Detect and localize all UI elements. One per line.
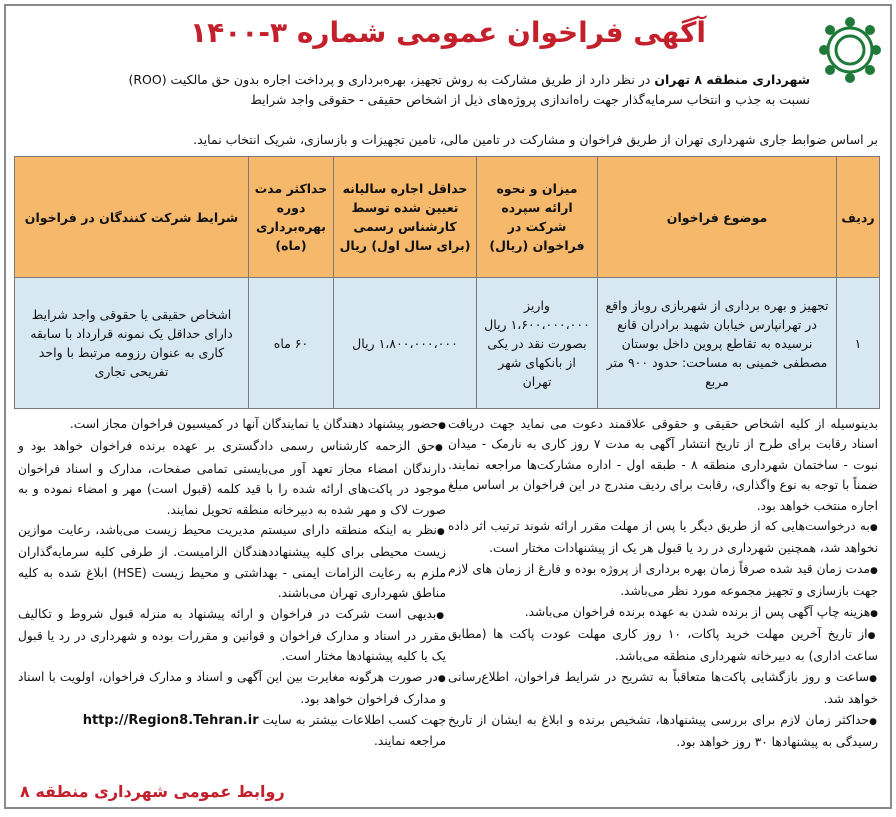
public-relations-signature: روابط عمومی شهرداری منطقه ۸ <box>20 782 285 801</box>
info-text-2: مراجعه نمایند. <box>374 734 446 749</box>
header-row-number: ردیف <box>837 157 880 278</box>
right-bullet-6: ● حداکثر زمان لازم برای بررسی پیشنهادها، تشخیص برنده و ابلاغ به ایشان از تاریخ رسیدگی به پیشنهادها ۳۰ روز خواهد بود. <box>448 710 878 753</box>
left-bullet-1: ● حضور پیشنهاد دهندگان یا نمایندگان آنها در کمیسیون فراخوان مجاز است. <box>18 414 446 436</box>
left-column <box>18 414 446 752</box>
right-bullet-4: ● از تاریخ آخرین مهلت خرید پاکات، ۱۰ روز کاری مهلت عودت پاکت ها (مطابق ساعت اداری) به دبیرخانه شهرداری منطقه می‌باشد. <box>448 624 878 667</box>
left-bullet-5: ● در صورت هرگونه مغایرت بین این آگهی و اسناد و مدارک فراخوان، اولویت با اسناد و مدارک فراخوان خواهد بود. <box>18 667 446 710</box>
left-info-line <box>18 710 446 731</box>
table-header-row <box>15 157 880 278</box>
tehran-municipality-logo <box>818 14 882 88</box>
announcement-page <box>4 4 892 809</box>
right-bullet-3: ● هزینه چاپ آگهی پس از برنده شدن به عهده برنده فراخوان می‌باشد. <box>448 602 878 624</box>
cell-row-number: ۱ <box>837 278 880 409</box>
header-subject: موضوع فراخوان <box>598 157 837 278</box>
cell-deposit: واریز ۱،۶۰۰،۰۰۰،۰۰۰ ریال بصورت نقد در یکی از بانکهای شهر تهران <box>477 278 598 409</box>
right-bullet-1: ● به درخواست‌هایی که از طریق دیگر یا پس از مهلت مقرر ارائه شوند ترتیب اثر داده نخواهد شد، همچنین شهرداری در رد یا قبول هر یک از پیشنهادات مختار است. <box>448 516 878 559</box>
header-rent: حداقل اجاره سالیانه تعیین شده توسط کارشناس رسمی (برای سال اول) ریال <box>334 157 477 278</box>
cell-conditions: اشخاص حقیقی یا حقوقی واجد شرایط دارای حداقل یک نمونه قرارداد با سابقه کاری به عنوان رزومه مرتبط با واحد تفریحی تجاری <box>15 278 249 409</box>
intro-text-1: در نظر دارد از طریق مشارکت به روش تجهیز، بهره‌برداری و پرداخت اجاره بدون حق مالکیت (ROO) <box>128 72 655 87</box>
intro-paragraph-2: بر اساس ضوابط جاری شهرداری تهران از طریق فراخوان و مشارکت در تامین مالی، تامین تجهیزات و بازسازی، شریک انتخاب نماید. <box>193 132 878 147</box>
announcement-title <box>156 12 740 54</box>
intro-org: شهرداری منطقه ۸ تهران <box>654 72 810 87</box>
intro-text-2: نسبت به جذب و انتخاب سرمایه‌گذار جهت راه‌اندازی پروژه‌های ذیل از اشخاص حقیقی - حقوقی واجد شرایط <box>250 92 810 107</box>
announcement-table <box>14 156 880 409</box>
right-bullet-2: ● مدت زمان قید شده صرفاً زمان بهره برداری از پروژه بوده و فارغ از زمان های لازم جهت بازسازی و تجهیز مجموعه مورد نظر می‌باشد. <box>448 559 878 602</box>
right-column <box>448 414 878 753</box>
info-text: جهت کسب اطلاعات بیشتر به سایت <box>262 712 446 727</box>
cell-rent: ۱،۸۰۰،۰۰۰،۰۰۰ ریال <box>334 278 477 409</box>
right-paragraph-1: بدینوسیله از کلیه اشخاص حقیقی و حقوقی علاقمند دعوت می نماید جهت دریافت اسناد رقابت برای طرح از تاریخ انتشار آگهی به مدت ۷ روز کاری به نارمک - میدان نبوت - ساختمان شهرداری منطقه ۸ - طبقه اول - اداره مشارکت‌ها مراجعه نمایند. ضمناً با توجه به نوع واگذاری، رقابت برای ردیف مندرج در این فراخوان بر اساس مبلغ اجاره منتخب خواهد بود. <box>448 417 878 513</box>
region8-website-link[interactable]: http://Region8.Tehran.ir <box>82 712 259 728</box>
title-number: شماره ۳-۱۴۰۰ <box>190 16 387 49</box>
intro-paragraph <box>18 70 810 110</box>
title-main: آگهی فراخوان عمومی <box>396 16 706 49</box>
left-bullet-4: ● بدیهی است شرکت در فراخوان و ارائه پیشنهاد به منزله قبول شروط و تکالیف مقرر در اسناد و مدارک فراخوان و قوانین و مقررات بوده و شهرداری در رد یا قبول یک یا کلیه پیشنهادها مختار است. <box>18 604 446 667</box>
right-bullet-5: ● ساعت و روز بازگشایی پاکت‌ها متعاقباً به تشریح در شرایط فراخوان، اطلاع‌رسانی خواهد شد. <box>448 667 878 710</box>
cell-subject: تجهیز و بهره برداری از شهربازی روباز واقع در تهرانپارس خیابان شهید برادران قانع نرسیده به تقاطع پروین داخل بوستان مصطفی خمینی به مساحت: حدود ۹۰۰ متر مربع <box>598 278 837 409</box>
left-bullet-3: ● نظر به اینکه منطقه دارای سیستم مدیریت محیط زیست می‌باشد، رعایت موازین زیست محیطی برای کلیه پیشنهاددهندگان الزامیست. از طرفی کلیه سرمایه‌گذاران ملزم به رعایت الزامات ایمنی - بهداشتی و محیط زیست (HSE) ابلاغ شده به کلیه مناطق شهرداری تهران می‌باشند. <box>18 520 446 604</box>
header-conditions: شرایط شرکت کنندگان در فراخوان <box>15 157 249 278</box>
table-row <box>15 278 880 409</box>
header-deposit: میزان و نحوه ارائه سپرده شرکت در فراخوان (ریال) <box>477 157 598 278</box>
left-bullet-2: ● حق الزحمه کارشناس رسمی دادگستری بر عهده برنده فراخوان خواهد بود و دارندگان امضاء مجاز تعهد آور می‌بایستی تمامی صفحات، مدارک و اسناد فراخوان موجود در پاکت‌های ارائه شده را با قید کلمه (قبول است) مهر و امضاء نموده و به صورت لاک و مهر شده به دبیرخانه منطقه تحویل نمایند. <box>18 436 446 520</box>
header-period: حداکثر مدت دوره بهره‌برداری (ماه) <box>249 157 334 278</box>
cell-period: ۶۰ ماه <box>249 278 334 409</box>
